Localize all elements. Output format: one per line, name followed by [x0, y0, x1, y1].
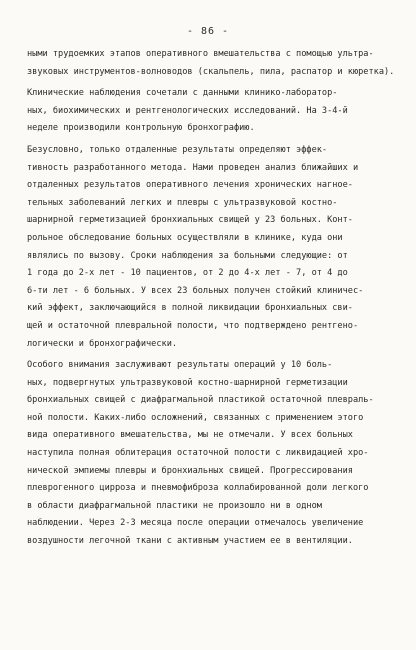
text-line: логически и бронхографически.	[27, 338, 178, 349]
text-line: 6-ти лет - 6 больных. У всех 23 больных получен стойкий клиничес-	[27, 285, 364, 296]
paragraph	[27, 142, 397, 353]
text-line: плеврогенного цирроза и пневмофиброза коллабированной доли легкого	[27, 483, 369, 494]
text-line: нической эмпиемы плевры и бронхиальных свищей. Прогрессирования	[27, 465, 353, 476]
text-line: щей и остаточной плевральной полости, что подтверждено рентгено-	[27, 320, 359, 331]
text-line: Безусловно, только отдаленные результаты определяют эффек-	[27, 144, 328, 155]
text-line: кий эффект, заключающийся в полной ликвидации бронхиальных сви-	[27, 303, 353, 314]
paragraph	[27, 85, 397, 138]
text-line: 1 года до 2-х лет - 10 пациентов, от 2 до 4-х лет - 7, от 4 до	[27, 268, 348, 279]
text-line: Особого внимания заслуживают результаты операций у 10 боль-	[27, 360, 333, 371]
text-line: звуковых инструментов-волноводов (скальпель, пила, распатор и кюретка).	[27, 66, 395, 77]
text-line: воздушности легочной ткани с активным участием ее в вентиляции.	[27, 536, 353, 547]
paragraph	[27, 357, 397, 551]
text-line: отдаленных результатов оперативного лечения хронических нагное-	[27, 180, 353, 191]
page-number: - 86 -	[186, 26, 230, 37]
text-line: ных, биохимических и рентгенологических исследований. На 3-4-й	[27, 105, 348, 116]
text-line: рольное обследование больных осуществляли в клинике, куда они	[27, 232, 343, 243]
text-line: наступила полная облитерация остаточной полости с ликвидацией хро-	[27, 448, 369, 459]
text-line: тивность разработанного метода. Нами проведен анализ ближайших и	[27, 162, 359, 173]
text-line: неделе производили контрольную бронхографию.	[27, 123, 255, 134]
text-line: являлись по вызову. Сроки наблюдения за больными следующие: от	[27, 250, 348, 261]
paragraph	[27, 46, 397, 81]
text-line: ной полости. Каких-либо осложнений, связанных с применением этого	[27, 412, 364, 423]
text-line: тельных заболеваний легких и плевры с ультразвуковой костно-	[27, 197, 338, 208]
text-line: бронхиальных свищей с диафрагмальной пластикой остаточной плевраль-	[27, 395, 374, 406]
text-line: наблюдении. Через 2-3 месяца после операции отмечалось увеличение	[27, 518, 364, 529]
text-line: ными трудоемких этапов оперативного вмешательства с помощью ультра-	[27, 49, 374, 59]
body-text	[27, 46, 397, 551]
text-line: Клинические наблюдения сочетали с данными клинико-лаборатор-	[27, 88, 338, 99]
text-line: вида оперативного вмешательства, мы не отмечали. У всех больных	[27, 430, 353, 441]
text-line: в области диафрагмальной пластики не произошло ни в одном	[27, 500, 322, 511]
text-line: шарнирной герметизацией бронхиальных свищей у 23 больных. Конт-	[27, 215, 353, 226]
text-line: ных, подвергнутых ультразвуковой костно-шарнирной герметизации	[27, 377, 348, 388]
